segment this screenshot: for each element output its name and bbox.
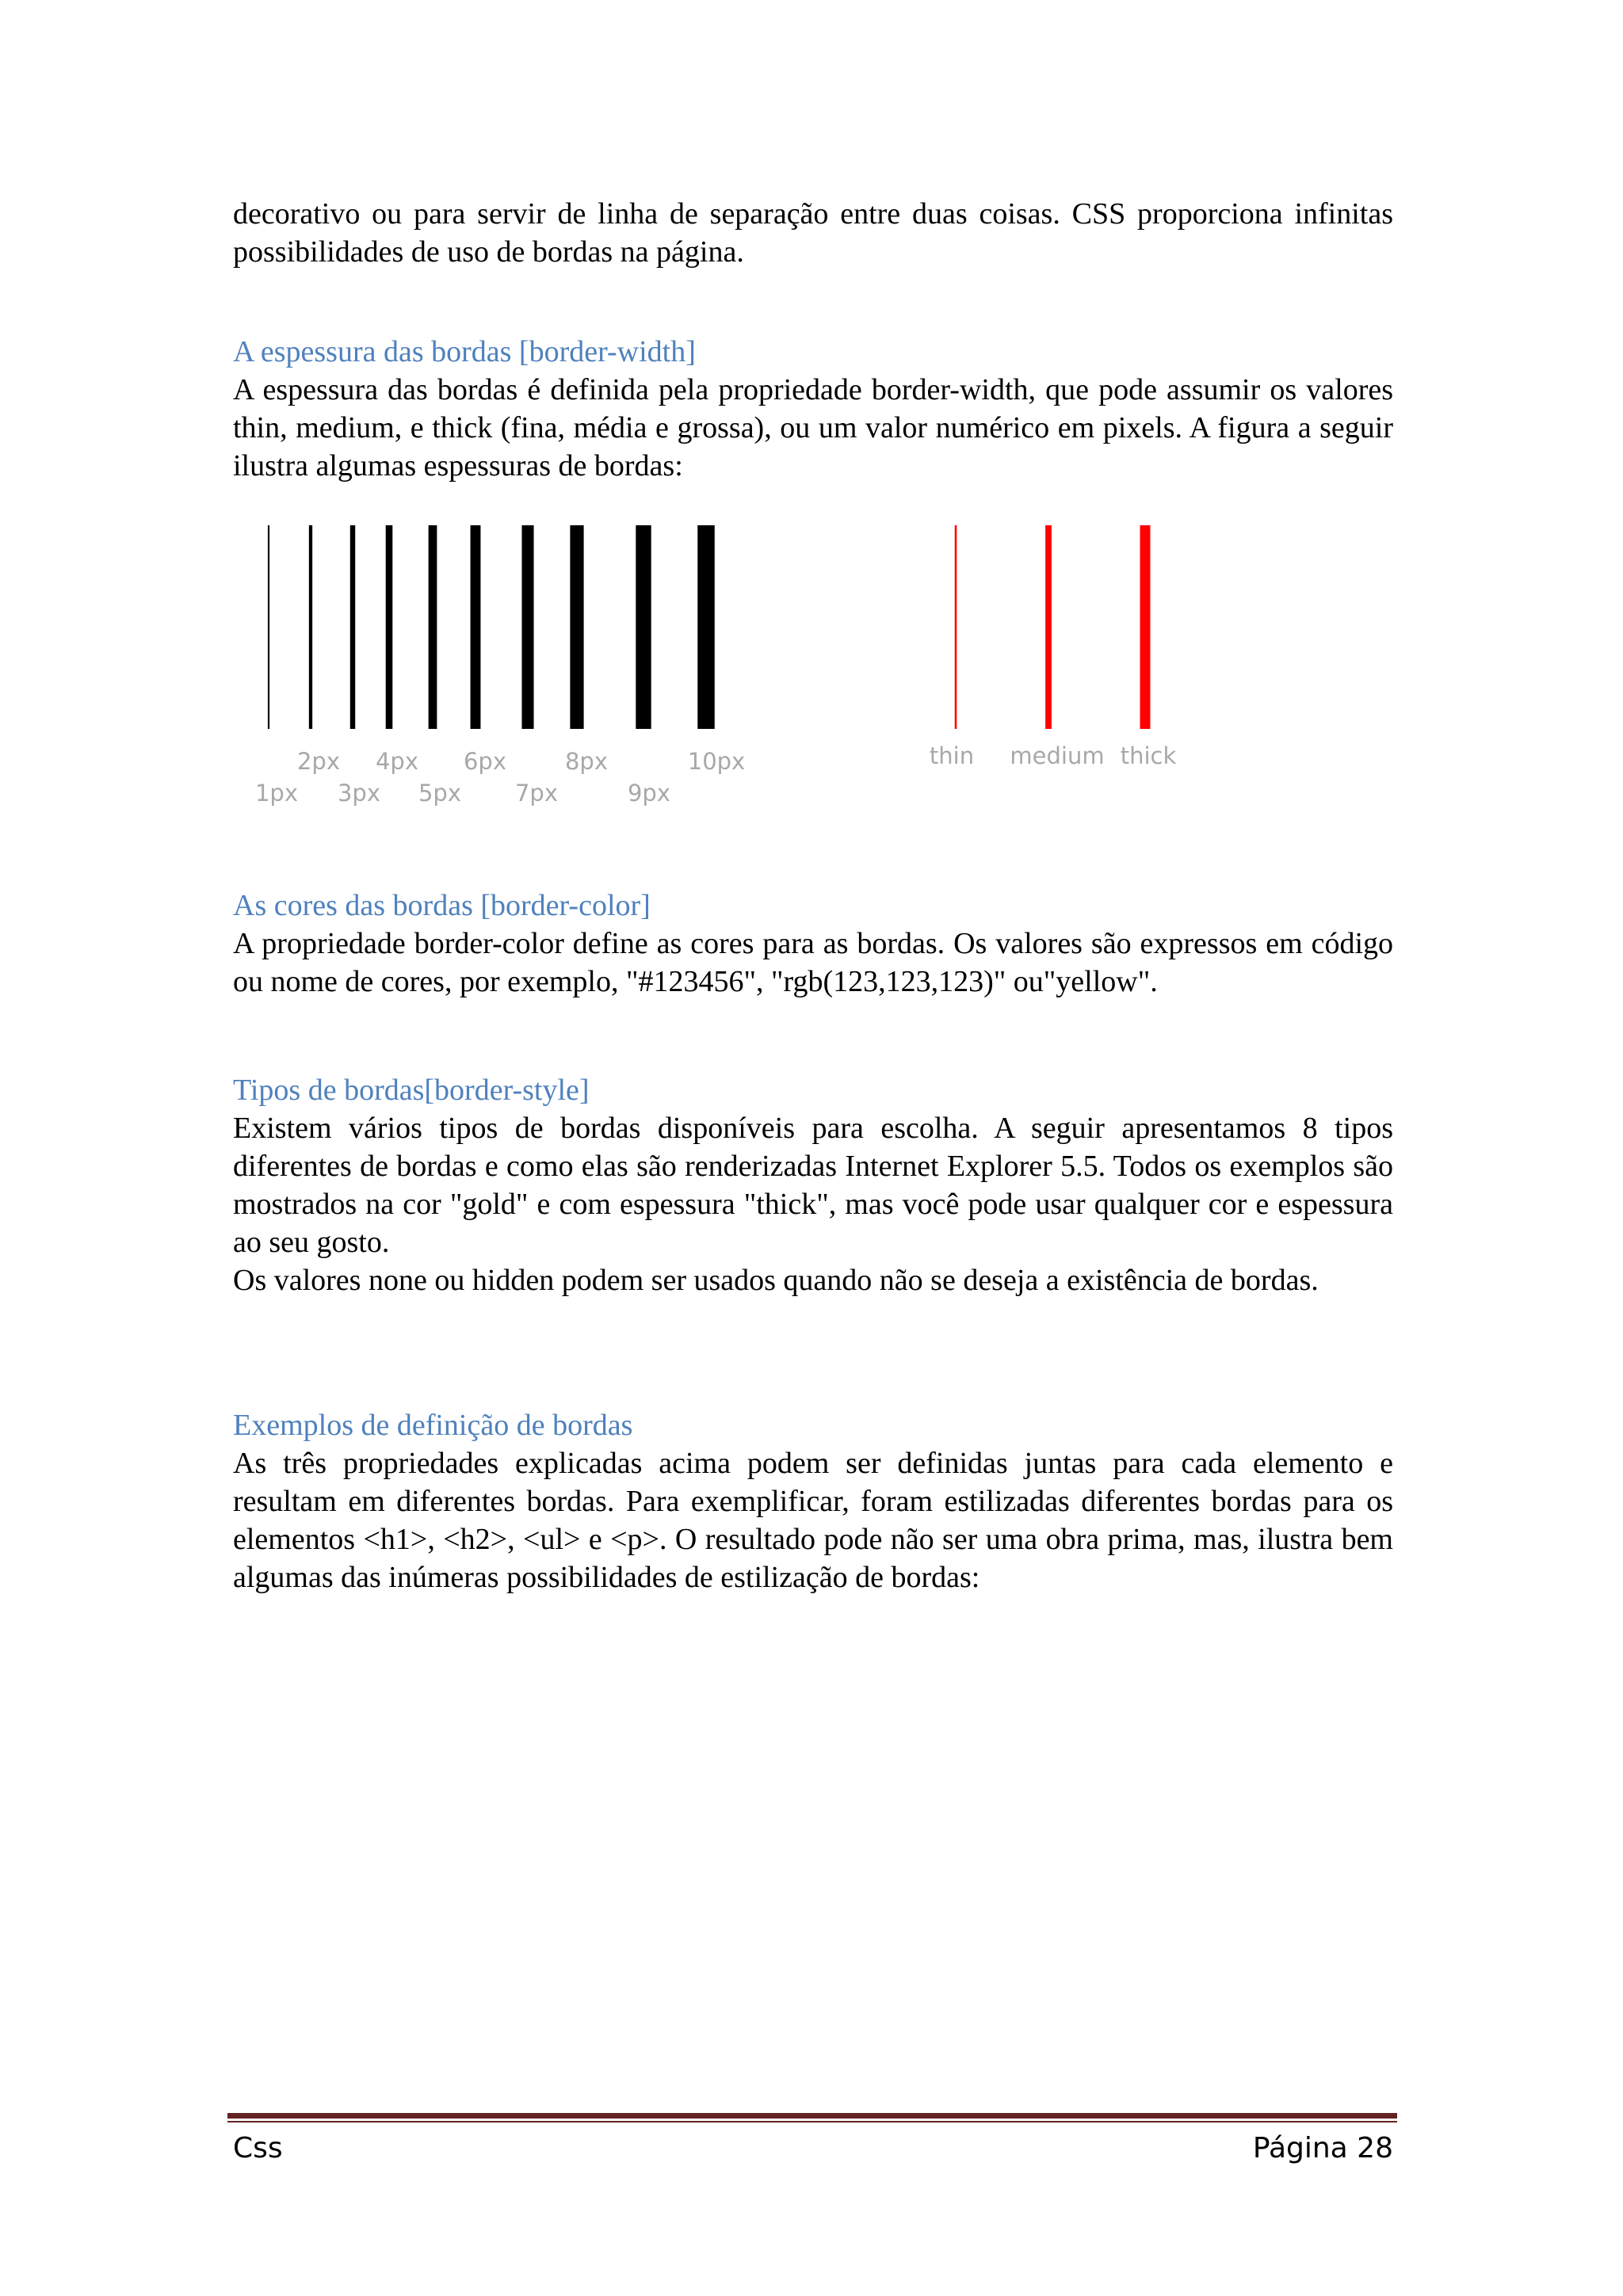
border-line-10px: [697, 525, 715, 729]
border-line-6px: [471, 525, 481, 729]
border-label-6px: 6px: [463, 748, 507, 775]
section-paragraph: A espessura das bordas é definida pela propriedade border-width, que pode assumir os valores thin, medium, e thick (fina, média e grossa), ou um valor numérico em pixels. A figura a seguir ilustra algumas espessuras de bordas:: [233, 373, 1393, 482]
section-border-style: [233, 1071, 1393, 1299]
section-heading: A espessura das bordas [border-width]: [233, 335, 696, 368]
section-paragraph: Os valores none ou hidden podem ser usados quando não se deseja a existência de bordas.: [233, 1264, 1319, 1297]
border-line-9px: [636, 525, 651, 729]
border-label-1px: 1px: [254, 780, 299, 807]
section-paragraph: Existem vários tipos de bordas disponíveis para escolha. A seguir apresentamos 8 tipos diferentes de bordas e como elas são renderizadas Internet Explorer 5.5. Todos os exemplos são mostrados na cor "gold" e com espessura "thick", mas você pode usar qualquer cor e espessura ao seu gosto.: [233, 1112, 1393, 1259]
section-paragraph: As três propriedades explicadas acima podem ser definidas juntas para cada elemento e resultam em diferentes bordas. Para exemplificar, foram estilizadas diferentes bordas para os elementos <h1>, <h2>, <ul> e <p>. O resultado pode não ser uma obra prima, mas, ilustra bem algumas das inúmeras possibilidades de estilização de bordas:: [233, 1447, 1393, 1594]
section-heading: Tipos de bordas[border-style]: [233, 1074, 590, 1107]
footer-title: Css: [233, 2132, 283, 2164]
section-border-width: [233, 333, 1393, 485]
border-label-4px: 4px: [375, 748, 419, 775]
border-label-10px: 10px: [687, 748, 746, 775]
border-line-8px: [570, 525, 583, 729]
border-label-thin: thin: [929, 742, 975, 769]
section-heading: Exemplos de definição de bordas: [233, 1409, 633, 1442]
border-line-thick: [1140, 525, 1151, 729]
border-label-8px: 8px: [564, 748, 609, 775]
border-line-1px: [268, 525, 269, 729]
footer-rule-thin: [227, 2121, 1397, 2122]
footer-page-number: Página 28: [1252, 2132, 1393, 2164]
border-label-7px: 7px: [514, 780, 559, 807]
footer-rule: [227, 2113, 1397, 2119]
border-label-3px: 3px: [337, 780, 381, 807]
border-line-thin: [955, 525, 957, 729]
border-label-medium: medium: [1010, 742, 1105, 769]
border-line-4px: [386, 525, 393, 729]
border-label-5px: 5px: [418, 780, 462, 807]
intro-block: [233, 195, 1393, 271]
border-label-2px: 2px: [296, 748, 341, 775]
border-line-5px: [429, 525, 437, 729]
intro-paragraph: decorativo ou para servir de linha de separação entre duas coisas. CSS proporciona infinitas possibilidades de uso de bordas na página.: [233, 197, 1393, 269]
border-line-medium: [1045, 525, 1052, 729]
section-heading: As cores das bordas [border-color]: [233, 889, 651, 922]
section-paragraph: A propriedade border-color define as cores para as bordas. Os valores são expressos em código ou nome de cores, por exemplo, "#123456", "rgb(123,123,123)" ou"yellow".: [233, 927, 1393, 998]
border-label-9px: 9px: [627, 780, 671, 807]
border-line-2px: [309, 525, 312, 729]
border-line-3px: [350, 525, 355, 729]
border-line-7px: [521, 525, 533, 729]
section-border-color: [233, 887, 1393, 1001]
border-label-thick: thick: [1120, 742, 1177, 769]
section-border-examples: [233, 1406, 1393, 1596]
border-width-illustration: [233, 519, 1263, 820]
border-width-figure: [233, 519, 1263, 820]
